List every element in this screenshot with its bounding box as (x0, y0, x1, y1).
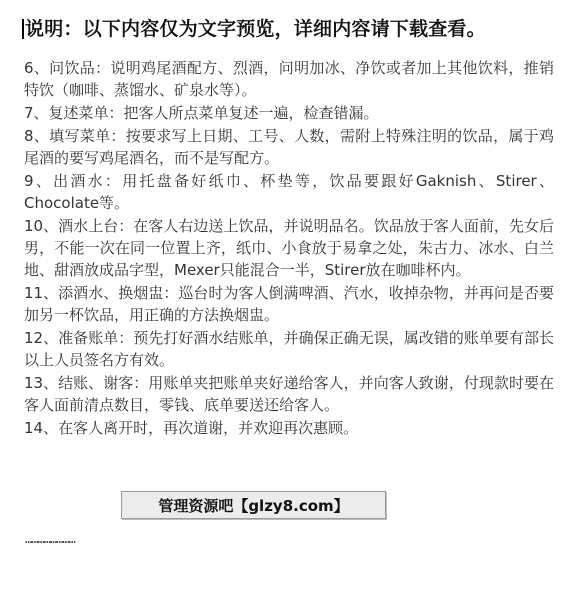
preview-notice: 说明：以下内容仅为文字预览，详细内容请下载查看。 (25, 18, 486, 40)
text-cursor (22, 19, 24, 39)
paragraph-item-6: 6、问饮品：说明鸡尾酒配方、烈酒，问明加冰、净饮或者加上其他饮料，推销特饮（咖啡、蒸馏水、矿泉水等）。 (24, 59, 554, 99)
paragraph-item-12: 12、准备账单：预先打好酒水结账单，并确保正确无误，属改错的账单要有部长以上人员签名方有效。 (24, 329, 554, 369)
paragraph-item-14: 14、在客人离开时，再次道谢，并欢迎再次惠顾。 (24, 419, 359, 437)
paragraph-item-10: 10、酒水上台：在客人右边送上饮品，并说明品名。饮品放于客人面前，先女后男，不能一次在同一位置上齐，纸巾、小食放于易拿之处，朱古力、冰水、白兰地、甜酒放成品字型，Mexer只能混合一半，Stirer放在咖啡杯内。 (24, 217, 554, 279)
paragraph-item-8: 8、填写菜单：按要求写上日期、工号、人数，需附上特殊注明的饮品，属于鸡尾酒的要写鸡尾酒名，而不是写配方。 (24, 127, 554, 167)
paragraph-item-11: 11、添酒水、换烟盅：巡台时为客人倒满啤酒、汽水，收掉杂物，并再问是否要加另一杯饮品，用正确的方法换烟盅。 (24, 284, 554, 324)
document-body (24, 57, 554, 440)
paragraph-item-13: 13、结账、谢客：用账单夹把账单夹好递给客人，并向客人致谢，付现款时要在客人面前清点数目，零钱、底单要送还给客人。 (24, 374, 554, 414)
site-watermark: 管理资源吧【glzy8.com】 (121, 491, 386, 519)
continuation-ellipsis: …………………… (25, 532, 75, 546)
paragraph-item-9: 9、出酒水：用托盘备好纸巾、杯垫等，饮品要跟好Gaknish、Stirer、Chocolate等。 (24, 172, 554, 212)
paragraph-item-7: 7、复述菜单：把客人所点菜单复述一遍，检查错漏。 (24, 104, 379, 122)
